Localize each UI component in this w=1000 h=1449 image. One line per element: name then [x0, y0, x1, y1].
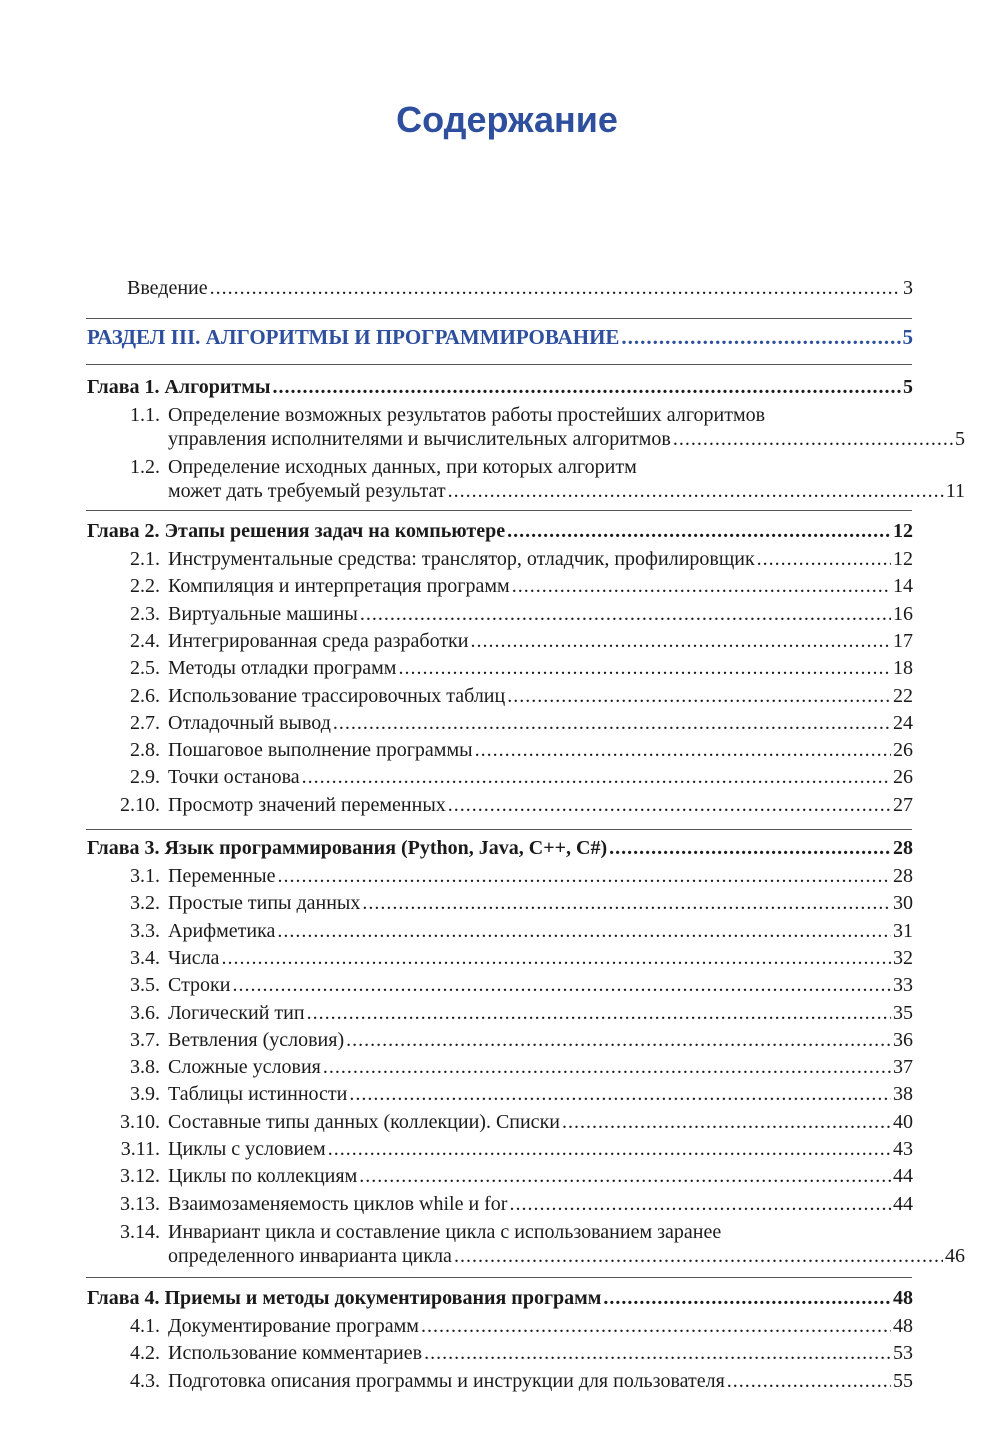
toc-page-number: 28 [893, 865, 913, 887]
toc-item-label: Компиляция и интерпретация программ [168, 575, 510, 598]
leader-dots [673, 427, 953, 451]
toc-item-label: Подготовка описания программы и инструкции для пользователя [168, 1369, 725, 1392]
leader-dots [509, 1192, 891, 1216]
toc-page-number: 48 [893, 1315, 913, 1337]
toc-item-number: 3.14. [120, 1221, 160, 1243]
toc-item-number: 4.3. [130, 1369, 160, 1392]
leader-dots [362, 891, 891, 915]
toc-page-number: 31 [893, 919, 913, 942]
leader-dots [475, 738, 891, 762]
leader-dots [424, 1341, 891, 1365]
toc-item-label: Определение возможных результатов работы простейших алгоритмов [168, 404, 766, 426]
toc-item [116, 629, 913, 653]
toc-page-number: 33 [893, 974, 913, 997]
toc-item-number: 2.9. [130, 766, 160, 789]
toc-item [116, 656, 913, 680]
toc-item-label: Пошаговое выполнение программы [168, 739, 473, 762]
toc-section [87, 325, 913, 349]
leader-dots [470, 629, 891, 653]
toc-item [116, 1369, 913, 1393]
toc-chapter-label: Глава 3. Язык программирования (Python, Java, C++, C#) [87, 837, 608, 859]
toc-item-label: Просмотр значений переменных [168, 793, 446, 816]
toc-item [116, 1192, 913, 1216]
toc-page-number: 5 [955, 428, 965, 450]
toc-page-number: 17 [893, 629, 913, 652]
divider [86, 510, 912, 511]
toc-item-label: Взаимозаменяемость циклов while и for [168, 1192, 508, 1215]
toc-page-number: 32 [893, 946, 913, 969]
toc-item [116, 946, 913, 970]
toc-item-number: 1.2. [130, 456, 160, 478]
toc-item [116, 1314, 913, 1338]
leader-dots [272, 375, 901, 399]
toc-chapter [87, 519, 913, 543]
toc-page-number: 44 [893, 1165, 913, 1188]
toc-item-label: Простые типы данных [168, 892, 361, 915]
toc-chapter-label: Глава 1. Алгоритмы [87, 376, 271, 398]
toc-item [116, 684, 913, 708]
toc-item [116, 1001, 913, 1025]
leader-dots [562, 1110, 891, 1134]
toc-page-number: 36 [893, 1028, 913, 1051]
toc-item-label: Числа [168, 946, 220, 969]
leader-dots [302, 765, 891, 789]
toc-item-label: Составные типы данных (коллекции). Списки [168, 1110, 560, 1133]
toc-page-number: 24 [893, 711, 913, 734]
toc-page-number: 44 [893, 1192, 913, 1215]
toc-item-number: 2.6. [130, 684, 160, 707]
leader-dots [421, 1314, 891, 1338]
toc-item-label: Инструментальные средства: транслятор, отладчик, профилировщик [168, 548, 755, 570]
toc-item-label: Логический тип [168, 1001, 305, 1024]
toc-item-label: Строки [168, 974, 231, 997]
leader-dots [328, 1137, 891, 1161]
toc-item-number: 2.8. [130, 739, 160, 762]
toc-page-number: 38 [893, 1083, 913, 1106]
toc-item-number: 3.11. [120, 1138, 160, 1160]
toc-page-number: 40 [893, 1110, 913, 1133]
toc-page-number: 14 [893, 575, 913, 598]
toc-page-number: 53 [893, 1342, 913, 1365]
toc-item-number: 2.2. [130, 575, 160, 598]
toc-item [116, 403, 965, 451]
toc-item-number: 4.1. [130, 1315, 160, 1337]
leader-dots [346, 1028, 891, 1052]
toc-item-label: Арифметика [168, 919, 276, 942]
toc-item [116, 864, 913, 888]
toc-item-number: 2.4. [130, 629, 160, 652]
page-title: Содержание [396, 99, 618, 140]
toc-item-number: 3.13. [120, 1192, 160, 1215]
toc-item [116, 1110, 913, 1134]
toc-item-number: 3.7. [130, 1028, 160, 1051]
leader-dots [603, 1286, 891, 1310]
toc-item-label: Инвариант цикла и составление цикла с использованием заранее [168, 1221, 722, 1243]
leader-dots [221, 946, 891, 970]
toc-item-label: Использование комментариев [168, 1342, 423, 1365]
leader-dots [333, 711, 891, 735]
toc-item-label: Таблицы истинности [168, 1083, 348, 1106]
toc-section-label: РАЗДЕЛ III. АЛГОРИТМЫ И ПРОГРАММИРОВАНИЕ [87, 325, 620, 349]
leader-dots [621, 325, 900, 349]
toc-entry-label: Введение [127, 277, 208, 299]
toc-page-number: 22 [893, 684, 913, 707]
toc-item-label: Ветвления (условия) [168, 1028, 345, 1051]
toc-page-number: 18 [893, 657, 913, 680]
toc-chapter-label: Глава 4. Приемы и методы документирования программ [87, 1287, 602, 1309]
toc-item-number: 3.1. [130, 865, 160, 887]
toc-item [116, 919, 913, 943]
toc-page-number: 28 [893, 837, 913, 859]
toc-item-label: Определение исходных данных, при которых алгоритм [168, 456, 637, 478]
toc-item [116, 891, 913, 915]
toc-page-number: 12 [893, 548, 913, 570]
toc-page-number: 26 [893, 766, 913, 789]
toc-item [116, 547, 913, 571]
toc-item-label-cont: определенного инварианта цикла [168, 1245, 452, 1267]
leader-dots [507, 684, 891, 708]
toc-item-label: Отладочный вывод [168, 711, 331, 734]
toc-item [116, 455, 965, 503]
toc-item-number: 3.9. [130, 1083, 160, 1106]
toc-item-label: Документирование программ [168, 1315, 419, 1337]
toc-item-number: 4.2. [130, 1342, 160, 1365]
toc-page-number: 37 [893, 1056, 913, 1079]
divider [86, 1277, 912, 1278]
toc-item-label: Точки останова [168, 766, 300, 789]
toc-item-label: Переменные [168, 865, 276, 887]
toc-item-number: 3.10. [120, 1110, 160, 1133]
leader-dots [323, 1055, 891, 1079]
divider [86, 829, 912, 830]
divider [86, 318, 912, 319]
leader-dots [512, 574, 891, 598]
toc-item-number: 3.8. [130, 1056, 160, 1079]
toc-item-label: Использование трассировочных таблиц [168, 684, 506, 707]
leader-dots [277, 919, 891, 943]
leader-dots [349, 1082, 891, 1106]
leader-dots [454, 1244, 943, 1268]
toc-page-number: 11 [945, 480, 965, 502]
toc-chapter-label: Глава 2. Этапы решения задач на компьютере [87, 520, 506, 542]
toc-item-number: 3.3. [130, 919, 160, 942]
toc-page-number: 43 [893, 1138, 913, 1160]
toc-item [116, 738, 913, 762]
toc-chapter [87, 375, 913, 399]
toc-item-number: 2.7. [130, 711, 160, 734]
toc-item-label: Виртуальные машины [168, 602, 358, 625]
toc-item [116, 973, 913, 997]
toc-chapter [87, 1286, 913, 1310]
leader-dots [727, 1369, 891, 1393]
toc-item-label: Методы отладки программ [168, 657, 397, 680]
leader-dots [398, 656, 891, 680]
toc-item [116, 765, 913, 789]
leader-dots [277, 864, 891, 888]
toc-item [116, 793, 913, 817]
divider [86, 364, 912, 365]
toc-item-number: 2.5. [130, 657, 160, 680]
leader-dots [507, 519, 891, 543]
toc-page-number: 26 [893, 739, 913, 762]
toc-item-label: Сложные условия [168, 1056, 321, 1079]
toc-item [116, 1164, 913, 1188]
toc-item-number: 3.6. [130, 1001, 160, 1024]
toc-item-number: 3.4. [130, 946, 160, 969]
leader-dots [609, 836, 891, 860]
toc-page-number: 27 [893, 793, 913, 816]
leader-dots [448, 793, 891, 817]
toc-chapter [87, 836, 913, 860]
toc-item-label: Циклы с условием [168, 1138, 326, 1160]
toc-page-number: 48 [893, 1287, 913, 1309]
leader-dots [448, 479, 944, 503]
leader-dots [360, 602, 891, 626]
toc-page-number: 55 [893, 1369, 913, 1392]
toc-item-label: Интегрированная среда разработки [168, 629, 469, 652]
leader-dots [232, 973, 891, 997]
toc-item [116, 1028, 913, 1052]
toc-item [116, 711, 913, 735]
toc-item-label-cont: управления исполнителями и вычислительных алгоритмов [168, 428, 671, 450]
toc-item-number: 1.1. [130, 404, 160, 426]
toc-item [116, 602, 913, 626]
toc-page-number: 12 [893, 520, 913, 542]
toc-item-number: 2.3. [130, 602, 160, 625]
toc-page-number: 16 [893, 602, 913, 625]
toc-page-number: 46 [945, 1245, 965, 1267]
leader-dots [359, 1164, 891, 1188]
toc-item-number: 3.2. [130, 892, 160, 915]
toc-page-number: 5 [902, 325, 913, 349]
leader-dots [757, 547, 891, 571]
toc-item [116, 1055, 913, 1079]
leader-dots [210, 276, 901, 300]
leader-dots [307, 1001, 891, 1025]
toc-item [116, 1220, 965, 1268]
toc-item [116, 1137, 913, 1161]
toc-entry-intro [127, 276, 913, 300]
toc-page-number: 30 [893, 892, 913, 915]
toc-item-number: 3.12. [120, 1165, 160, 1188]
toc-item [116, 574, 913, 598]
toc-item-label-cont: может дать требуемый результат [168, 480, 446, 502]
toc-item-number: 2.10. [120, 793, 160, 816]
toc-page-number: 35 [893, 1001, 913, 1024]
toc-item-number: 3.5. [130, 974, 160, 997]
toc-item [116, 1341, 913, 1365]
toc-page-number: 3 [903, 277, 913, 299]
toc-item-label: Циклы по коллекциям [168, 1165, 358, 1188]
toc-page-number: 5 [903, 376, 913, 398]
toc-item-number: 2.1. [130, 548, 160, 570]
toc-item [116, 1082, 913, 1106]
